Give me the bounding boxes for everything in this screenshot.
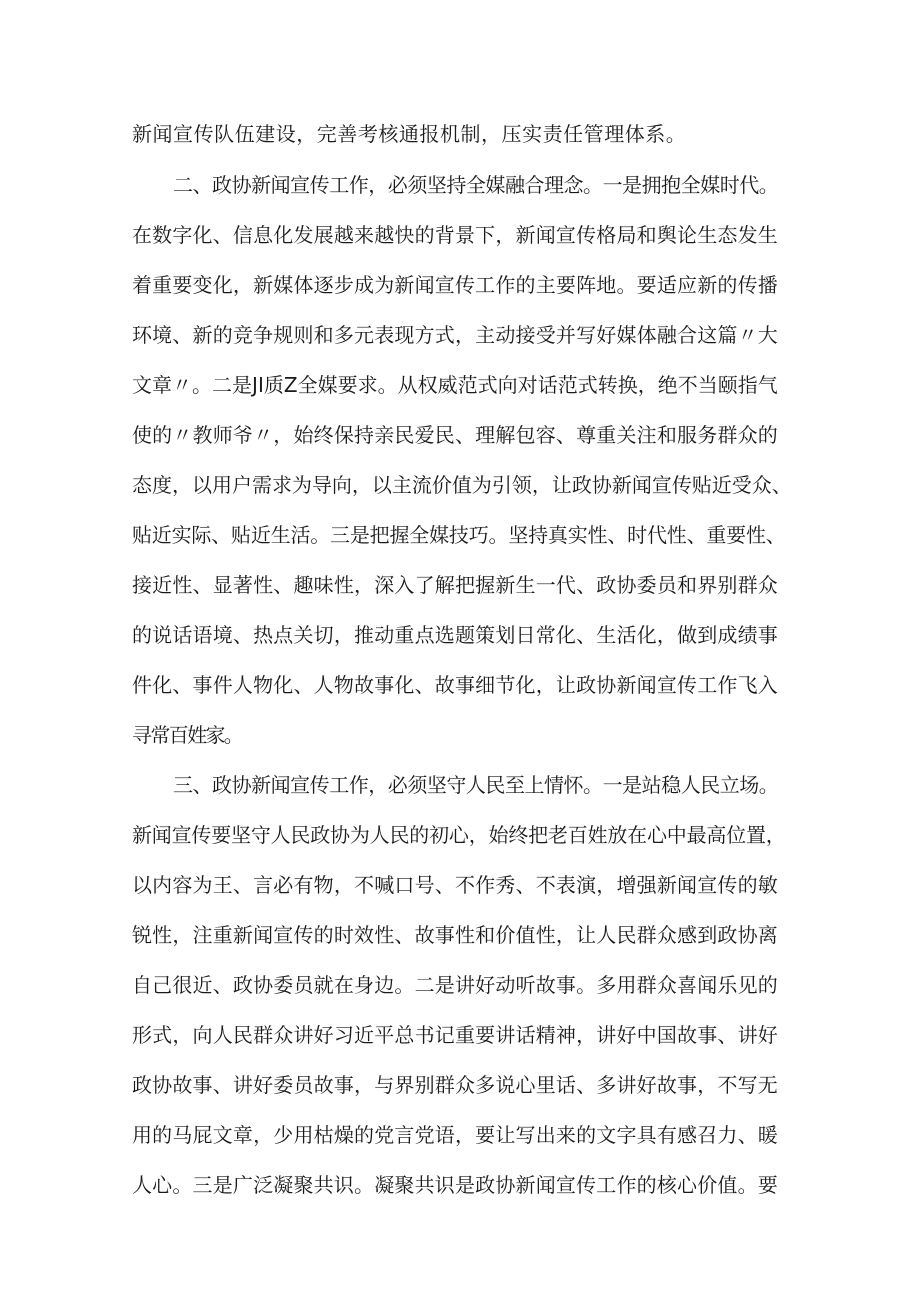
paragraph-2-first-line: 二、政协新闻宣传工作，必须坚持全媒融合理念。一是拥抱全媒时代。 <box>173 173 779 197</box>
text-line: 在数字化、信息化发展越来越快的背景下，新闻宣传格局和舆论生态发生 <box>132 223 778 247</box>
text-line: 件化、事件人物化、人物故事化、故事细节化，让政协新闻宣传工作飞入 <box>132 673 778 697</box>
text-line: 着重要变化，新媒体逐步成为新闻宣传工作的主要阵地。要适应新的传播 <box>132 273 778 297</box>
text-line: 接近性、显著性、趣味性，深入了解把握新生一代、政协委员和界别群众 <box>132 573 778 597</box>
text-line: 人心。三是广泛凝聚共识。凝聚共识是政协新闻宣传工作的核心价值。要 <box>132 1173 778 1197</box>
text-line: 新闻宣传要坚守人民政协为人民的初心，始终把老百姓放在心中最高位置， <box>132 823 786 847</box>
text-line: 以内容为王、言必有物，不喊口号、不作秀、不表演，增强新闻宣传的敏 <box>132 873 778 897</box>
text-line: 文章〃。二是JI质Z全媒要求。从权威范式向对话范式转换，绝不当颐指气 <box>132 373 778 397</box>
text-line: 用的马屁文章，少用枯燥的党言党语，要让写出来的文字具有感召力、暖 <box>132 1123 778 1147</box>
text-line: 使的〃教师爷〃，始终保持亲民爱民、理解包容、尊重关注和服务群众的 <box>132 423 778 447</box>
paragraph-3-first-line: 三、政协新闻宣传工作，必须坚守人民至上情怀。一是站稳人民立场。 <box>173 773 779 797</box>
text-line: 贴近实际、贴近生活。三是把握全媒技巧。坚持真实性、时代性、重要性、 <box>132 523 786 547</box>
text-line: 新闻宣传队伍建设，完善考核通报机制，压实责任管理体系。 <box>132 122 687 146</box>
text-line: 政协故事、讲好委员故事，与界别群众多说心里话、多讲好故事，不写无 <box>132 1073 778 1097</box>
text-line: 的说话语境、热点关切，推动重点选题策划日常化、生活化，做到成绩事 <box>132 623 778 647</box>
text-line: 锐性，注重新闻宣传的时效性、故事性和价值性，让人民群众感到政协离 <box>132 923 778 947</box>
text-line: 寻常百姓家。 <box>132 723 243 747</box>
text-line: 环境、新的竞争规则和多元表现方式，主动接受并写好媒体融合这篇〃大 <box>132 323 778 347</box>
text-line: 形式，向人民群众讲好习近平总书记重要讲话精神，讲好中国故事、讲好 <box>132 1023 778 1047</box>
text-line: 态度，以用户需求为导向，以主流价值为引领，让政协新闻宣传贴近受众、 <box>132 473 792 497</box>
text-line: 自己很近、政协委员就在身边。二是讲好动听故事。多用群众喜闻乐见的 <box>132 973 778 997</box>
